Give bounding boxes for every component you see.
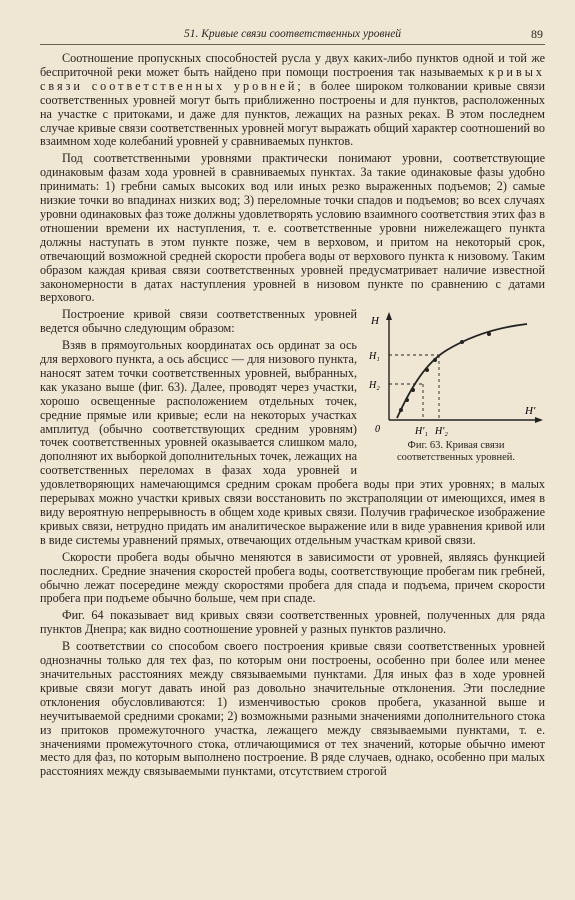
relation-curve <box>397 324 527 418</box>
paragraph-4: Взяв в прямоугольных координатах ось ординат за ось для верхового пункта, а ось абсцисс — для низового пункта, наносят затем точки соответственных уровней, выбранных, как указано выше (фиг. 63). Далее, проводят через участки, хорошо освещенные расположением отдельных точек, средние прямые или кривые; если на некоторых участках амплитуд (обычно соответствующих средним уровням) точек соответственных уровней оказывается слишком мало, дополняют их выборкой дополнительных точек, лежащих на соответственных переломах в фазах хода уровней и удовлетворяющих намечающимся средним срокам пробега воды при этих уровнях; в малых перерывах можно участки кривых связи восстановить по экстраполяции от имеющихся, имея в виду вероятную непрерывность в общем ходе кривых связи. Получив графическое изображение кривых связи, нетрудно придать им аналитическое выражение или в виде уравнения кривой или в виде системы уравнений прямых, отвечающих отдельным участкам кривой связи. <box>40 338 545 547</box>
figure-63 <box>367 310 545 463</box>
data-point <box>405 398 409 402</box>
section-title: 51. Кривые связи соответственных уровней <box>183 28 402 40</box>
paragraph-5: Скорости пробега воды обычно меняются в зависимости от уровней, являясь функцией последних. Средние значения скоростей пробега воды, соответствующие пробегам пик гребней, обычно лежат посередине между скоростями пробега для спада и подъема, причем скорости пробега при подъеме обычно больше, чем при спаде. <box>40 549 545 606</box>
label-h1: H₁ <box>369 351 380 363</box>
label-h2p: H′₂ <box>435 426 448 438</box>
x-axis-arrow <box>535 417 543 423</box>
label-y-axis: H <box>371 315 379 328</box>
data-point <box>460 340 464 344</box>
paragraph-7: В соответствии со способом своего построения кривые связи соответственных уровней однозначны только для тех фаз, по которым они построены, особенно при более или менее значительных расстояниях между связываемыми пунктами. Для иных фаз в ходе уровней кривые связи могут давать иной раз довольно значительные отклонения. Эти последние отклонения обусловливаются: 1) изменчивостью сроков пробега, указанной выше и неучитываемой средними сроками; 2) возможными разными значениями дополнительного стока из притоков промежуточного участка, лежащего между связываемыми пунктами, т. е. значениями промежуточного стока, отличающимися от тех значений, которые обычно имеют место для фаз, по которым выполнено построение. В ряде случаев, однако, особенно при малых расстояниях между связываемыми пунктами, отсутствием строгой <box>40 639 545 779</box>
figure-caption: Фиг. 63. Кривая связи соответственных уровней. <box>396 440 516 463</box>
data-point <box>411 388 415 392</box>
paragraph-1-text-a: Соотношение пропускных способностей русла у двух каких-либо пунктов одной и той же бесприточной реки может быть найдено при помощи построения так называемых <box>40 51 545 79</box>
paragraph-1 <box>40 52 545 149</box>
label-origin: 0 <box>375 424 380 436</box>
data-point <box>399 408 403 412</box>
data-point <box>433 358 437 362</box>
spaced-term: кривых связи соответственных уровней; <box>40 64 545 93</box>
paragraph-3: Построение кривой связи соответственных уровней ведется обычно следующим образом: <box>40 307 357 336</box>
paragraph-1-text-b: в более широком толковании кривые связи соответственных уровней могут быть приближенно построены и для пунктов, расположенных на участке с притоками, и даже для пунктов, лежащих на разных реках. В этом последнем случае кривые связи соответственных уровней могут выражать общий характер соотношений во взаимном ходе колебаний уровней у сравниваемых пунктов. <box>40 78 545 149</box>
running-header <box>40 26 545 45</box>
page-number: 89 <box>531 27 543 41</box>
paragraph-6: Фиг. 64 показывает вид кривых связи соответственных уровней, полученных для ряда пунктов Днепра; как видно соотношение уровней у разных пунктов различно. <box>40 608 545 637</box>
y-axis-arrow <box>386 312 392 320</box>
data-point <box>487 332 491 336</box>
data-point <box>425 368 429 372</box>
page-body <box>40 52 545 782</box>
paragraph-2: Под соответственными уровнями практически понимают уровни, соответствующие одинаковым фазам хода уровней в сравниваемых пунктах. За такие одинаковые фазы удобно принимать: 1) гребни самых высоких вод или иных резко выраженных подъемов; 2) самые низкие точки во впадинах низких вод; 3) переломные точки спадов и подъемов; во всех случаях уровни одинаковых фаз тоже должны удовлетворять условию взаимного соответствия этих фаз в отношении времени их наступления, т. е. соответственные уровни нижележащего пункта должны наступать в этом пункте позже, чем в верховом, и притом на некоторый срок, отвечающий возможной средней скорости пробега воды от верхового пункта к низовому. Таким образом каждая кривая связи соответственных уровней предусматривает наличие известной закономерности в датах наступления уровней в низовом пункте по сравнению с датами верхового. <box>40 151 545 305</box>
label-h1p: H′₁ <box>415 426 428 438</box>
label-h2: H₂ <box>369 380 380 392</box>
label-x-axis: H′ <box>525 405 536 418</box>
figure-63-graph <box>367 310 545 440</box>
